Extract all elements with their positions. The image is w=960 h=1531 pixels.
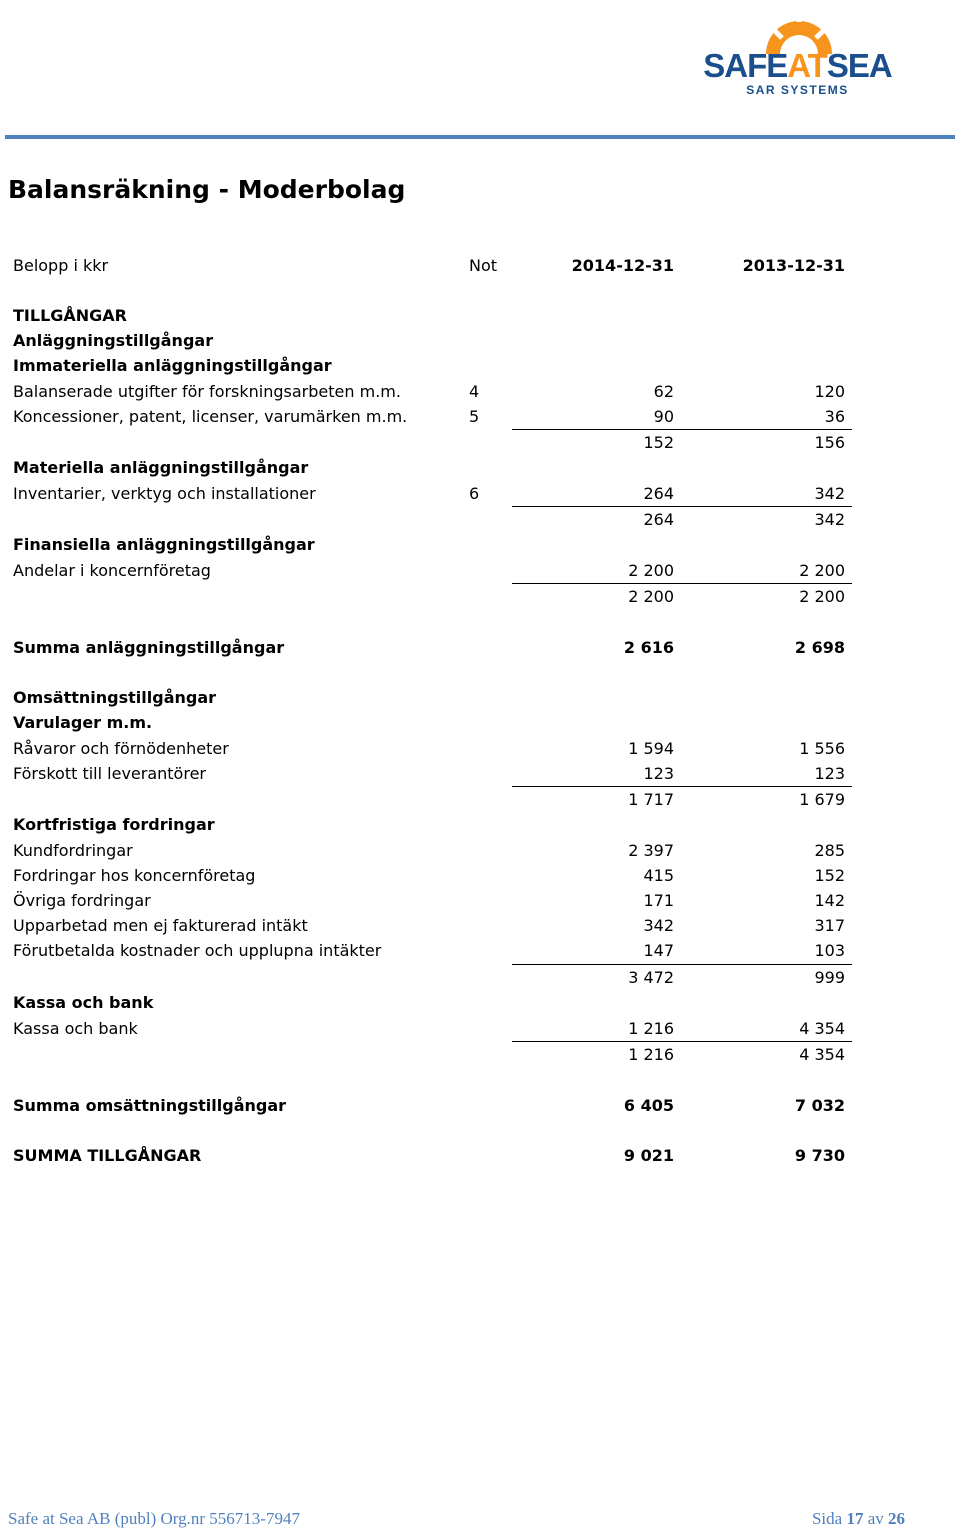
row-label: Förutbetalda kostnader och upplupna intäkter [13,941,382,960]
table-row [0,938,960,963]
table-row [0,736,960,761]
table-row [0,507,960,532]
row-label: Kortfristiga fordringar [13,815,215,834]
table-row [0,303,960,328]
table-row [0,685,960,710]
row-value-2013: 9 730 [794,1146,845,1165]
subtotal-underline [512,506,852,507]
table-row [0,532,960,557]
row-label: Fordringar hos koncernföretag [13,866,256,885]
logo-wordmark: SAFEATSEA [703,47,892,84]
table-row [0,455,960,480]
row-label: Materiella anläggningstillgångar [13,458,309,477]
subtotal-underline [512,964,852,965]
table-row [0,1042,960,1067]
row-value-2013: 4 354 [799,1045,845,1064]
row-value-2014: 1 594 [628,739,674,758]
page-title: Balansräkning - Moderbolag [8,175,406,204]
table-row [0,1093,960,1118]
row-label: TILLGÅNGAR [13,306,127,325]
row-label: SUMMA TILLGÅNGAR [13,1146,202,1165]
row-value-2014: 123 [643,764,674,783]
table-row [0,584,960,609]
row-value-2014: 90 [653,407,674,426]
row-label: Omsättningstillgångar [13,688,217,707]
row-label: Kassa och bank [13,1019,138,1038]
table-row [0,888,960,913]
row-label: Kundfordringar [13,841,133,860]
subtotal-underline [512,786,852,787]
row-value-2013: 156 [814,433,845,452]
company-logo [690,4,905,96]
table-row [0,635,960,660]
table-row [0,965,960,990]
table-row [0,990,960,1015]
row-value-2013: 123 [814,764,845,783]
row-value-2013: 2 200 [799,587,845,606]
row-value-2013: 152 [814,866,845,885]
table-row [0,404,960,429]
table-row [0,558,960,583]
row-value-2014: 62 [653,382,674,401]
table-row [0,328,960,353]
table-row [0,481,960,506]
row-value-2013: 1 556 [799,739,845,758]
subtotal-underline [512,1041,852,1042]
row-note: 5 [469,407,480,426]
row-label: Inventarier, verktyg och installationer [13,484,316,503]
table-row [0,913,960,938]
table-row [0,761,960,786]
row-value-2013: 999 [814,968,845,987]
table-row [0,1016,960,1041]
row-label: Summa omsättningstillgångar [13,1096,287,1115]
row-value-2014: 2 200 [628,587,674,606]
table-row [0,863,960,888]
row-note: 6 [469,484,480,503]
row-value-2014: 264 [643,484,674,503]
row-value-2014: 6 405 [623,1096,674,1115]
row-value-2014: 2 397 [628,841,674,860]
row-value-2014: 264 [643,510,674,529]
footer-company: Safe at Sea AB (publ) Org.nr 556713-7947 [8,1509,300,1528]
row-label: Immateriella anläggningstillgångar [13,356,332,375]
row-value-2014: 1 216 [628,1045,674,1064]
row-value-2013: 103 [814,941,845,960]
table-row [0,838,960,863]
table-row [0,430,960,455]
row-label: Anläggningstillgångar [13,331,214,350]
row-value-2014: 2 616 [623,638,674,657]
column-header-row [0,253,960,278]
row-value-2014: 342 [643,916,674,935]
row-value-2013: 2 698 [794,638,845,657]
row-label: Finansiella anläggningstillgångar [13,535,315,554]
row-value-2013: 1 679 [799,790,845,809]
row-value-2013: 4 354 [799,1019,845,1038]
row-value-2014: 3 472 [628,968,674,987]
table-row [0,812,960,837]
row-label: Koncessioner, patent, licenser, varumärken m.m. [13,407,408,426]
row-value-2013: 36 [824,407,845,426]
row-value-2013: 317 [814,916,845,935]
column-header-label: Belopp i kkr [13,256,109,275]
row-value-2013: 342 [814,484,845,503]
row-label: Andelar i koncernföretag [13,561,211,580]
row-value-2013: 142 [814,891,845,910]
row-value-2014: 9 021 [623,1146,674,1165]
row-value-2013: 285 [814,841,845,860]
subtotal-underline [512,429,852,430]
header-divider [5,135,955,139]
row-label: Kassa och bank [13,993,154,1012]
row-value-2014: 1 717 [628,790,674,809]
row-value-2014: 147 [643,941,674,960]
row-value-2013: 7 032 [794,1096,845,1115]
table-row [0,710,960,735]
column-header-period-1: 2014-12-31 [571,256,674,275]
table-row [0,1143,960,1168]
row-label: Förskott till leverantörer [13,764,206,783]
row-label: Balanserade utgifter för forskningsarbeten m.m. [13,382,401,401]
logo-tagline: SAR SYSTEMS [746,83,849,97]
row-value-2013: 2 200 [799,561,845,580]
row-note: 4 [469,382,480,401]
row-value-2014: 1 216 [628,1019,674,1038]
table-row [0,353,960,378]
footer-page-number: Sida 17 av 26 [811,1509,905,1528]
subtotal-underline [512,583,852,584]
column-header-note: Not [469,256,498,275]
table-row [0,787,960,812]
row-label: Råvaror och förnödenheter [13,739,229,758]
row-value-2014: 415 [643,866,674,885]
row-label: Upparbetad men ej fakturerad intäkt [13,916,308,935]
row-value-2014: 171 [643,891,674,910]
row-value-2014: 152 [643,433,674,452]
row-value-2013: 342 [814,510,845,529]
row-label: Varulager m.m. [13,713,153,732]
table-row [0,379,960,404]
row-label: Summa anläggningstillgångar [13,638,285,657]
row-value-2013: 120 [814,382,845,401]
row-value-2014: 2 200 [628,561,674,580]
column-header-period-2: 2013-12-31 [742,256,845,275]
row-label: Övriga fordringar [13,891,151,910]
